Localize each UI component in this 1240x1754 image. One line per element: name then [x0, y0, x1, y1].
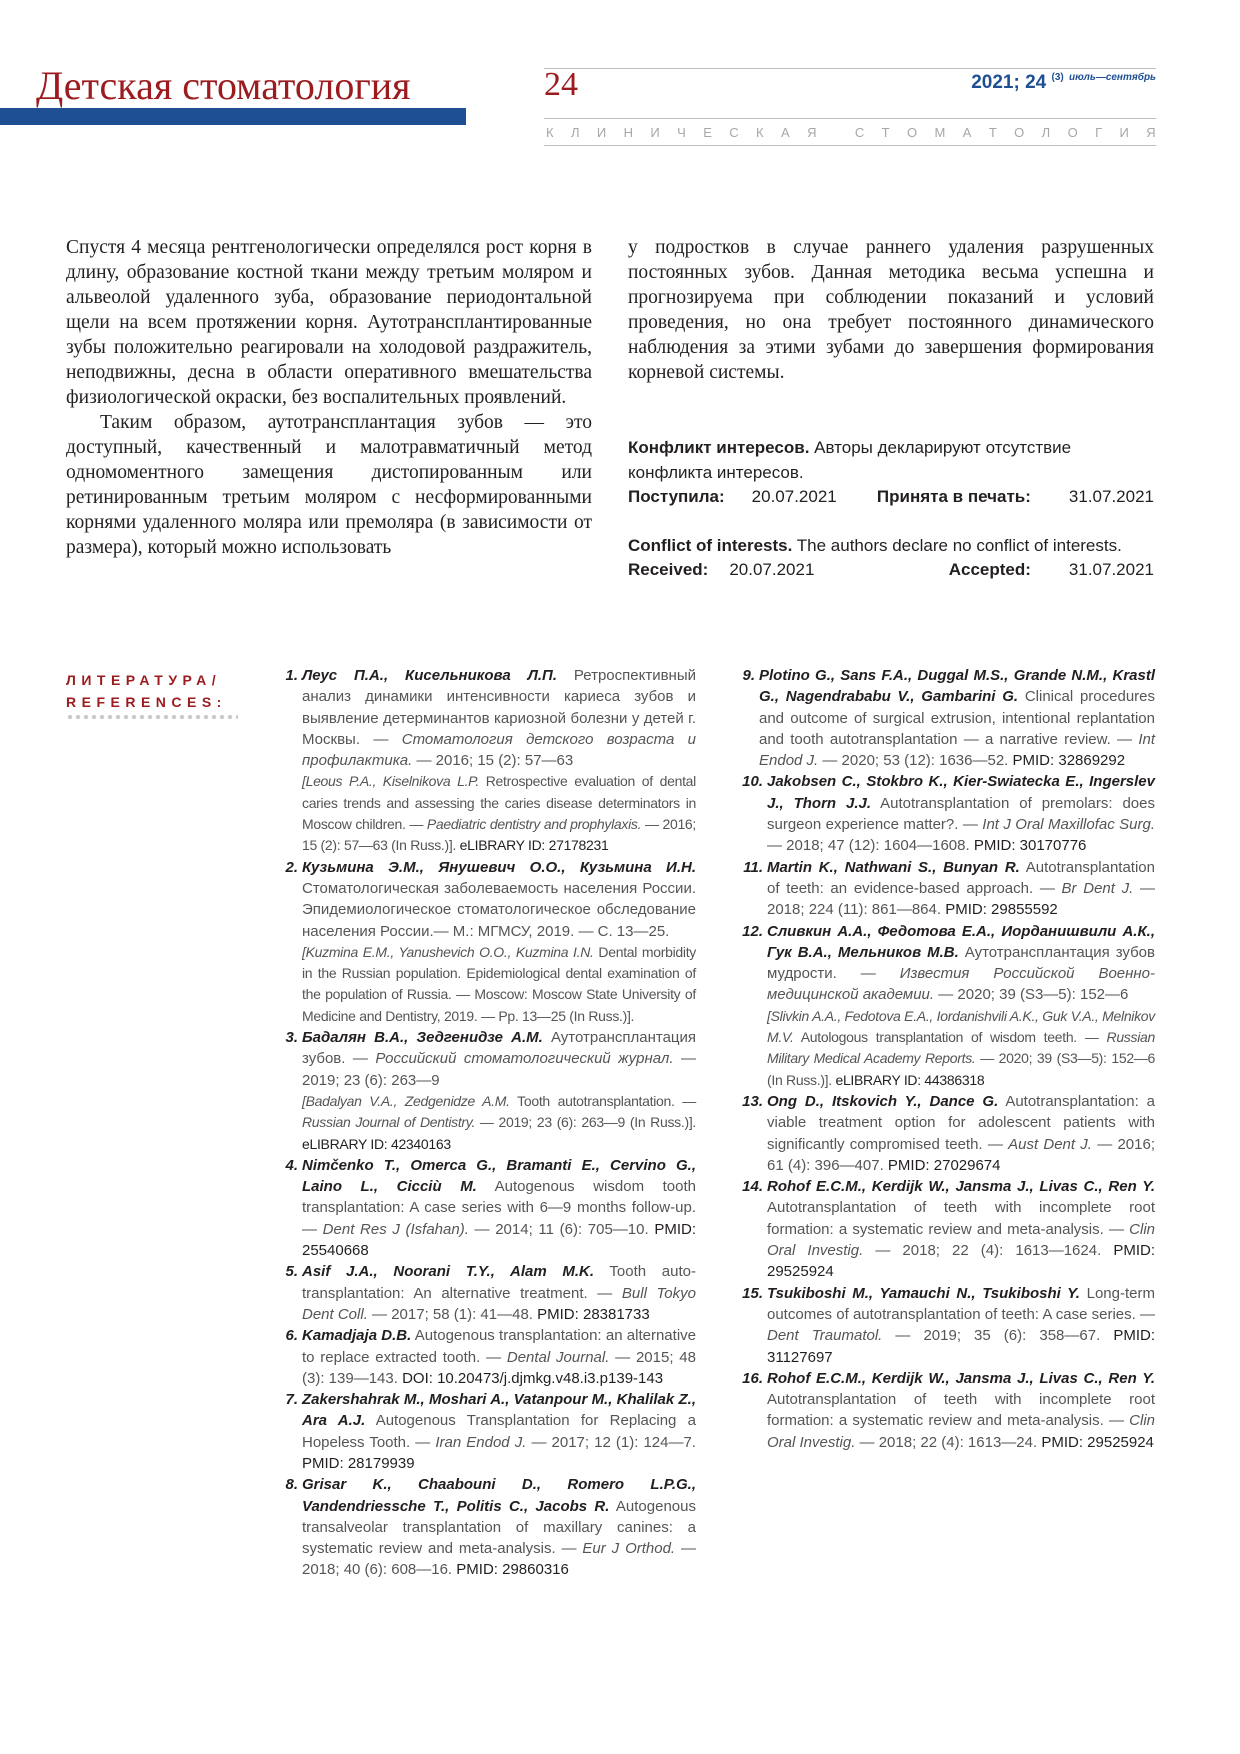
reference-text — [767, 921, 1155, 1091]
section-letter: Н — [623, 125, 634, 140]
reference-details: — 2020; 39 (S3—5): 152—6 — [934, 986, 1129, 1004]
reference-details: — 2016; 61 (4): 396—407. — [767, 1135, 1156, 1174]
reference-item — [735, 1283, 1155, 1368]
article-paragraph: у подростков в случае раннего удаления разрушенных постоянных зубов. Данная методика весьма успешна и прогнозируема при соблюдении показаний и условий проведения, но она требует постоянного динамического наблюдения за этими зубами до завершения формирования корневой системы. — [628, 237, 1154, 383]
reference-text — [302, 1389, 696, 1474]
conflict-en — [628, 534, 1154, 559]
received-en-label: Received: — [628, 560, 709, 579]
reference-en-title: Autologous transplantation of wisdom teeth. — — [793, 1029, 1107, 1046]
reference-id: PMID: 25540668 — [302, 1220, 697, 1260]
reference-source: Int J Oral Maxillofac Surg. — [982, 816, 1155, 834]
reference-source: Стоматология детского возраста и профилактика. — [302, 730, 696, 770]
section-letter: И — [1119, 125, 1129, 140]
header-rule-top — [544, 68, 1156, 69]
reference-id: PMID: 28179939 — [302, 1454, 415, 1472]
reference-authors: Ong D., Itskovich Y., Dance G. — [767, 1092, 999, 1110]
reference-number: 15. — [742, 1284, 763, 1302]
article-paragraph: Таким образом, аутотрансплантация зубов — это доступный, качественный и малотравматичный метод одномоментного замещения дистопированным или ретинированным третьим моляром с несформированными корнями удаленного моляра или премоляра (в зависимости от размера), который можно использовать — [66, 412, 592, 558]
reference-number: 4. — [285, 1156, 298, 1174]
title-accent-bar — [0, 108, 466, 125]
references-label-en: REFERENCES: — [66, 694, 227, 710]
reference-title: Аутотрансплантация зубов. — — [302, 1029, 696, 1068]
reference-en-source: Russian Military Medical Academy Reports. — [767, 1029, 1155, 1067]
reference-item — [735, 665, 1155, 771]
reference-number: 8. — [285, 1476, 298, 1494]
reference-number: 14. — [742, 1178, 763, 1196]
reference-text — [767, 1283, 1155, 1368]
reference-number: 13. — [742, 1092, 763, 1110]
reference-authors: Asif J.A., Noorani T.Y., Alam M.K. — [302, 1263, 595, 1281]
reference-item — [735, 771, 1155, 856]
reference-authors: Plotino G., Sans F.A., Duggal M.S., Grande N.M., Krastl G., Nagendrababu V., Gambarini G. — [759, 667, 1155, 706]
dates-ru — [628, 485, 1154, 510]
dates-en — [628, 558, 1154, 583]
section-label — [546, 125, 1156, 140]
reference-source: Int Endod J. — [759, 730, 1155, 770]
reference-title: Autogenous transplantation: an alternative to replace extracted tooth. — — [302, 1327, 696, 1366]
reference-text — [302, 1155, 696, 1261]
reference-source: Dent Traumatol. — [767, 1327, 883, 1345]
reference-source: Aust Dent J. — [1008, 1135, 1092, 1153]
conflict-ru — [628, 436, 1154, 485]
reference-authors: Zakershahrak M., Moshari A., Vatanpour M., Khalilak Z., Ara A.J. — [302, 1391, 696, 1430]
conflict-en-text: The authors declare no conflict of interests. — [792, 535, 1122, 555]
reference-translation — [302, 1091, 696, 1155]
reference-id: PMID: 29860316 — [456, 1561, 569, 1579]
reference-details: — 2018; 40 (6): 608—16. — [302, 1540, 696, 1579]
reference-item — [735, 921, 1155, 1091]
reference-en-details: — 2016; 15 (2): 57—63 (In Russ.)]. — [302, 816, 697, 854]
reference-en-title: Retrospective evaluation of dental caries trends and assessing the caries disease determinators in Moscow children. — — [302, 773, 696, 833]
section-letter: О — [1014, 125, 1025, 140]
reference-authors: Grisar K., Chaabouni D., Romero L.P.G., Vandendriessche T., Politis C., Jacobs R. — [302, 1476, 696, 1515]
reference-item — [278, 1027, 696, 1155]
reference-title: Autotransplantation of teeth with incomplete root formation: a systematic review and meta-analysis. — — [767, 1391, 1155, 1430]
section-letter: О — [907, 125, 918, 140]
section-letter: Т — [881, 125, 890, 140]
reference-en-authors: [Kuzmina E.M., Yanushevich O.O., Kuzmina I.N. — [302, 943, 594, 960]
reference-authors: Сливкин А.А., Федотова Е.А., Иорданишвили А.К., Гук В.А., Мельников М.В. — [767, 922, 1155, 961]
reference-number: 7. — [285, 1391, 298, 1409]
issue-info — [971, 72, 1156, 94]
section-letter: О — [1067, 125, 1078, 140]
reference-title: Autogenous Transplantation for Replacing a Hopeless Tooth. — — [302, 1412, 696, 1451]
reference-text — [302, 1325, 696, 1389]
reference-en-source: Paediatric dentistry and prophylaxis. — [426, 816, 642, 833]
reference-item — [735, 1368, 1155, 1453]
reference-authors: Martin K., Nathwani S., Bunyan R. — [767, 858, 1020, 876]
header-rule-low — [544, 145, 1156, 146]
reference-authors: Nimčenko T., Omerca G., Bramanti E., Cervino G., Laino L., Cicciù M. — [302, 1156, 696, 1196]
received-ru-label: Поступила: — [628, 487, 725, 506]
reference-title: Ретроспективный анализ динамики интенсивности кариеса зубов и выявление детерминантов кариозной болезни у детей г. Москвы. — — [302, 667, 696, 748]
section-letter: Т — [988, 125, 997, 140]
reference-number: 12. — [742, 922, 763, 940]
received-en-date: 20.07.2021 — [729, 560, 815, 579]
reference-details: — 2019; 35 (6): 358—67. — [882, 1327, 1101, 1345]
reference-authors: Tsukiboshi M., Yamauchi N., Tsukiboshi Y. — [767, 1284, 1080, 1302]
reference-source: Clin Oral Investig. — [767, 1220, 1155, 1260]
reference-title: Clinical procedures and outcome of surgical extrusion, intentional replantation and tooth autotransplantation — a narrative review. — — [759, 688, 1156, 748]
references-column-right — [735, 665, 1155, 1453]
section-letter: Я — [807, 125, 817, 140]
reference-text — [302, 1474, 696, 1580]
reference-item — [278, 1325, 696, 1389]
section-letter: Л — [570, 125, 580, 140]
reference-number: 2. — [285, 858, 298, 876]
section-letter: И — [596, 125, 607, 140]
article-paragraph: Спустя 4 месяца рентгенологически определялся рост корня в длину, образование костной ткани между третьим моляром и альвеолой удаленного зуба, образование периодонтальной щели на всем протяжении корня. Аутотрансплантированные зубы положительно реагировали на холодовой раздражитель, неподвижны, десна в области оперативного вмешательства физиологической окраски, без воспалительных проявлений. — [66, 237, 592, 408]
reference-title: Long-term outcomes of autotransplantation of teeth: A case series. — — [767, 1284, 1155, 1323]
reference-details: — 2018; 22 (4): 1613—24. — [855, 1433, 1038, 1451]
reference-title: Autotransplantation of premolars: does surgeon experience matter?. — — [767, 794, 1155, 834]
article-column-right — [628, 235, 1154, 385]
conflict-en-label: Conflict of interests. — [628, 535, 793, 555]
reference-item — [278, 1474, 696, 1580]
references-column-left — [278, 665, 696, 1581]
issue-year-volume: 2021; 24 — [971, 72, 1047, 93]
references-dots-divider — [66, 714, 238, 720]
reference-id: PMID: 29525924 — [767, 1242, 1156, 1281]
section-letter: А — [962, 125, 972, 140]
accepted-en-date: 31.07.2021 — [1068, 560, 1154, 579]
reference-en-title: Tooth autotransplantation. — — [509, 1092, 696, 1109]
reference-id: eLIBRARY ID: 44386318 — [835, 1071, 985, 1088]
reference-id: DOI: 10.20473/j.djmkg.v48.i3.p139-143 — [402, 1369, 664, 1387]
reference-source: Br Dent J. — [1061, 879, 1134, 897]
reference-number: 10. — [742, 773, 763, 791]
reference-details: — 2016; 15 (2): 57—63 — [412, 752, 574, 770]
section-letter: И — [650, 125, 660, 140]
reference-authors: Kamadjaja D.B. — [302, 1327, 412, 1345]
section-letter: С — [854, 125, 865, 140]
reference-details: — 2015; 48 (3): 139—143. — [302, 1348, 696, 1387]
section-letter: Ч — [677, 125, 686, 140]
section-letter: К — [546, 125, 554, 140]
conflict-ru-label: Конфликт интересов. — [628, 438, 810, 457]
accepted-en-label: Accepted: — [948, 560, 1031, 579]
reference-source: Iran Endod J. — [435, 1433, 527, 1451]
reference-id: PMID: 29525924 — [1041, 1433, 1154, 1451]
reference-details: — 2014; 11 (6): 705—10. — [468, 1220, 649, 1238]
reference-id: PMID: 31127697 — [767, 1327, 1156, 1366]
reference-number: 6. — [285, 1327, 298, 1345]
section-letter: Г — [1095, 125, 1103, 140]
reference-authors: Бадалян В.А., Зедгенидзе А.М. — [302, 1029, 543, 1047]
reference-id: PMID: 29855592 — [945, 901, 1058, 919]
references-label — [66, 669, 227, 713]
reference-authors: Rohof E.C.M., Kerdijk W., Jansma J., Livas C., Ren Y. — [767, 1369, 1155, 1387]
reference-id: PMID: 32869292 — [1012, 752, 1126, 770]
reference-details: — 2019; 23 (6): 263—9 — [302, 1050, 696, 1089]
received-ru-date: 20.07.2021 — [751, 487, 837, 506]
reference-text — [302, 857, 696, 1027]
reference-en-source: Russian Journal of Dentistry. — [302, 1114, 476, 1131]
section-letter: К — [756, 125, 764, 140]
header-rule-mid — [544, 118, 1156, 119]
reference-source: Известия Российской Военно-медицинской академии. — [767, 965, 1155, 1004]
page-number: 24 — [544, 66, 578, 103]
reference-id: PMID: 27029674 — [887, 1156, 1001, 1174]
reference-id: eLIBRARY ID: 42340163 — [302, 1135, 451, 1152]
section-letter: Е — [703, 125, 712, 140]
reference-text — [767, 1176, 1155, 1282]
reference-title: Autotransplantation: a viable treatment option for adolescent patients with significantly compromised teeth. — — [767, 1092, 1155, 1153]
reference-details: — 2017; 58 (1): 41—48. — [367, 1305, 533, 1323]
section-letter: Я — [1146, 125, 1156, 140]
reference-item — [278, 1261, 696, 1325]
reference-translation — [302, 771, 696, 856]
reference-text — [767, 1091, 1155, 1176]
reference-en-authors: [Slivkin A.A., Fedotova E.A., Iordanishvili A.K., Guk V.A., Melnikov M.V. — [767, 1007, 1155, 1046]
reference-text — [759, 665, 1155, 771]
article-column-left — [66, 235, 592, 560]
reference-id: PMID: 30170776 — [973, 837, 1087, 855]
reference-number: 9. — [742, 667, 755, 684]
reference-details: — 2017; 12 (1): 124—7. — [526, 1433, 696, 1451]
section-letter: М — [934, 125, 946, 140]
reference-id: PMID: 28381733 — [537, 1305, 650, 1323]
reference-title: Стоматологическая заболеваемость населения России. Эпидемиологическое стоматологическое обследование населения России.— М.: МГМСУ, 2019. — С. 13—25. — [302, 879, 696, 940]
reference-text — [302, 1261, 696, 1325]
accepted-ru-date: 31.07.2021 — [1068, 487, 1154, 506]
reference-item — [735, 1091, 1155, 1176]
issue-number: (3) — [1051, 72, 1064, 83]
reference-title: Tooth auto-transplantation: An alternative treatment. — — [302, 1263, 696, 1302]
reference-en-details: — 2020; 39 (S3—5): 152—6 (In Russ.)]. — [767, 1050, 1155, 1088]
reference-id: eLIBRARY ID: 27178231 — [459, 837, 609, 854]
reference-text — [302, 1027, 696, 1155]
reference-number: 5. — [285, 1263, 298, 1281]
reference-item — [278, 1155, 696, 1261]
reference-item — [735, 857, 1155, 921]
section-letter: А — [781, 125, 790, 140]
reference-title: Аутотрансплантация зубов мудрости. — — [767, 943, 1155, 983]
reference-number: 11. — [743, 858, 763, 876]
reference-number: 3. — [285, 1029, 298, 1047]
reference-text — [767, 771, 1155, 856]
conflict-ru-text: Авторы декларируют отсутствие конфликта интересов. — [628, 438, 1072, 482]
reference-source: Eur J Orthod. — [582, 1540, 676, 1558]
reference-title: Autotransplantation of teeth with incomplete root formation: a systematic review and meta-analysis. — — [767, 1199, 1155, 1238]
reference-en-title: Dental morbidity in the Russian population. Epidemiological dental examination of the population of Russia. — Moscow: Moscow State University of Medicine and Dentistry, 2019. — Pp. 13—25 (In Russ.)]. — [302, 943, 696, 1024]
reference-translation — [302, 942, 696, 1027]
reference-title: Autogenous wisdom tooth transplantation: A case series with 6—9 months follow-up. — — [302, 1178, 696, 1238]
reference-authors: Кузьмина Э.М., Янушевич О.О., Кузьмина И.Н. — [302, 858, 696, 876]
reference-text — [302, 665, 696, 857]
reference-text — [767, 857, 1155, 921]
article-info — [628, 436, 1154, 583]
reference-number: 16. — [742, 1369, 763, 1387]
reference-item — [735, 1176, 1155, 1282]
reference-source: Российский стоматологический журнал. — [375, 1050, 674, 1068]
reference-details: — 2018; 22 (4): 1613—1624. — [863, 1242, 1102, 1260]
reference-source: Dent Res J (Isfahan). — [322, 1220, 469, 1238]
reference-translation — [767, 1006, 1155, 1091]
accepted-ru-label: Принята в печать: — [876, 487, 1031, 506]
reference-details: — 2018; 47 (12): 1604—1608. — [767, 837, 970, 855]
reference-item — [278, 857, 696, 1027]
reference-authors: Rohof E.C.M., Kerdijk W., Jansma J., Livas C., Ren Y. — [767, 1178, 1155, 1196]
section-gap — [834, 125, 838, 140]
reference-details: — 2020; 53 (12): 1636—52. — [818, 752, 1009, 770]
issue-months: июль—сентябрь — [1069, 72, 1156, 83]
reference-en-details: — 2019; 23 (6): 263—9 (In Russ.)]. — [475, 1114, 696, 1131]
reference-en-authors: [Badalyan V.A., Zedgenidze A.M. — [302, 1092, 510, 1109]
reference-title: Autotransplantation of teeth: an evidence-based approach. — — [767, 858, 1155, 897]
reference-source: Bull Tokyo Dent Coll. — [302, 1284, 696, 1323]
reference-title: Autogenous transalveolar transplantation of maxillary canines: a systematic review and meta-analysis. — — [302, 1497, 696, 1558]
reference-authors: Jakobsen C., Stokbro K., Kier-Swiatecka E., Ingerslev J., Thorn J.J. — [767, 773, 1155, 812]
journal-title: Детская стоматология — [36, 63, 411, 108]
reference-authors: Леус П.А., Кисельникова Л.П. — [302, 667, 558, 684]
reference-text — [767, 1368, 1155, 1453]
references-label-ru: ЛИТЕРАТУРА/ — [66, 672, 222, 688]
reference-item — [278, 665, 696, 857]
section-letter: С — [729, 125, 739, 140]
section-letter: Л — [1041, 125, 1051, 140]
reference-en-authors: [Leous P.A., Kiselnikova L.P. — [302, 773, 479, 790]
reference-source: Clin Oral Investig. — [767, 1412, 1155, 1451]
reference-source: Dental Journal. — [506, 1348, 610, 1366]
reference-details: — 2018; 224 (11): 861—864. — [767, 879, 1155, 919]
reference-number: 1. — [285, 667, 298, 684]
reference-item — [278, 1389, 696, 1474]
